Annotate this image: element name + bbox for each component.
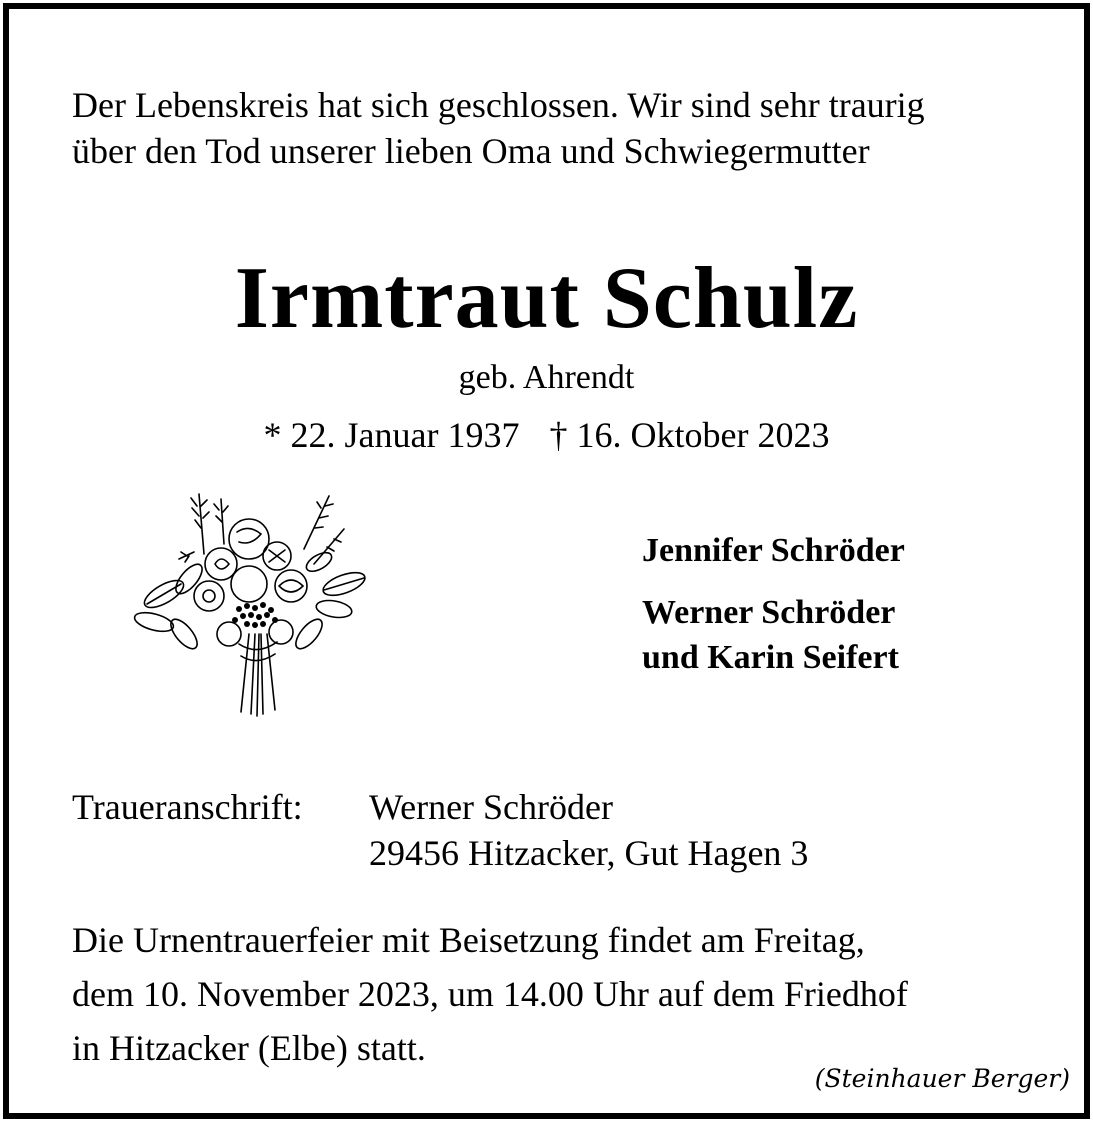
- intro-line-2: über den Tod unserer lieben Oma und Schwiegermutter: [72, 131, 870, 171]
- funeral-line-2: dem 10. November 2023, um 14.00 Uhr auf dem Friedhof: [72, 974, 908, 1014]
- mourner-werner: Werner Schröder: [642, 594, 896, 631]
- life-dates: [9, 413, 1084, 457]
- stonemason-signature: (Steinhauer Berger): [814, 1064, 1070, 1093]
- mourner-jennifer: Jennifer Schröder: [642, 532, 905, 569]
- birth-date: * 22. Januar 1937: [263, 415, 520, 455]
- address-street: 29456 Hitzacker, Gut Hagen 3: [369, 833, 809, 873]
- deceased-name: Irmtraut Schulz: [234, 250, 859, 347]
- intro-text: [72, 82, 925, 174]
- mourners-list: [642, 528, 905, 680]
- death-date: † 16. Oktober 2023: [549, 415, 830, 455]
- funeral-line-3: in Hitzacker (Elbe) statt.: [72, 1028, 426, 1068]
- mourner-karin: und Karin Seifert: [642, 639, 899, 676]
- intro-line-1: Der Lebenskreis hat sich geschlossen. Wir sind sehr traurig: [72, 85, 925, 125]
- flower-bouquet-icon: [129, 484, 379, 724]
- funeral-notice: [72, 913, 908, 1075]
- funeral-line-1: Die Urnentrauerfeier mit Beisetzung findet am Freitag,: [72, 920, 865, 960]
- mourning-address: [369, 784, 808, 876]
- address-label: Traueranschrift:: [72, 787, 303, 827]
- maiden-name: geb. Ahrendt: [458, 359, 635, 396]
- address-name: Werner Schröder: [369, 787, 613, 827]
- obituary-notice: [3, 3, 1090, 1119]
